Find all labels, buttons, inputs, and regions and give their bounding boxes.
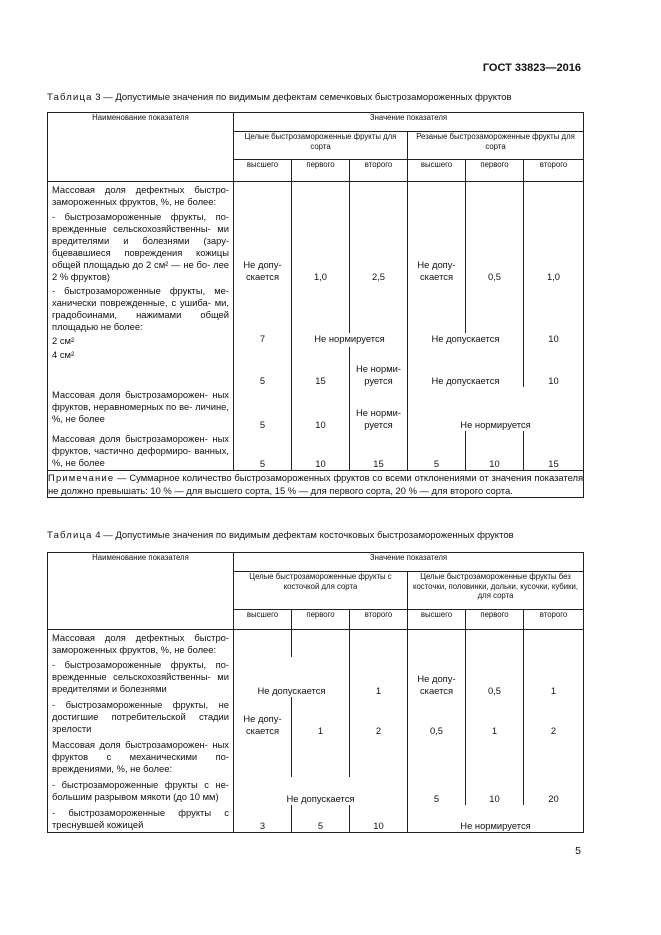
row-label: - быстрозамороженные фрукты, по- врежденные сельскохозяйственны- ми вредителями и болезнями (зару- бцевавшиеся повреждения кожицы общей площадью до 2 см² — не бо- лее 2 % фруктов) <box>48 209 234 283</box>
cell-value: 2 <box>524 697 584 737</box>
cell-value: 1 <box>292 697 350 737</box>
table-row <box>48 777 584 805</box>
cell-value: Не допу- скается <box>234 697 292 737</box>
table-row <box>48 805 584 833</box>
table-row <box>48 347 584 387</box>
row-label: 2 см² <box>48 333 234 347</box>
cell-value: Не допускается <box>234 777 408 805</box>
standard-number: ГОСТ 33823—2016 <box>482 62 581 74</box>
table-row <box>48 697 584 737</box>
cell-value: Не норми- руется <box>350 347 408 387</box>
table-row <box>48 333 584 347</box>
cell-value: 15 <box>524 431 584 471</box>
table3-caption-text: 3 — Допустимые значения по видимым дефектам семечковых быстрозамороженных фруктов <box>92 92 512 103</box>
table3-grade-header: второго <box>350 160 408 182</box>
note-text: — Суммарное количество быстрозамороженных фруктов со всеми отклонениями от значения показателя не должно превышать: 10 % — для высшего сорта, 15 % — для первого сорта, 20 % — для второго сорта. <box>48 472 584 496</box>
row-label: - быстрозамороженные фрукты, не достигшие потребительской стадии зрелости <box>48 697 234 737</box>
row-label: - быстрозамороженные фрукты с не- большим разрывом мякоти (до 10 мм) <box>48 777 234 805</box>
table3-indicator-header: Наименование показателя <box>48 113 234 182</box>
table4-group-whole: Целые быстрозамороженные фрукты с косточкой для сорта <box>234 572 408 610</box>
table3-group-cut: Резаные быстрозамороженные фрукты для сорта <box>408 132 584 160</box>
table4-value-header: Значение показателя <box>234 553 584 572</box>
cell-value: Не допускается <box>408 333 524 347</box>
cell-value: 1,0 <box>524 209 584 283</box>
cell-value: 0,5 <box>466 657 524 697</box>
table-row <box>48 431 584 471</box>
table3-grade-header: высшего <box>408 160 466 182</box>
cell-value: 7 <box>234 333 292 347</box>
table4-grade-header: второго <box>524 610 584 630</box>
table4-caption-word: Таблица <box>47 530 93 541</box>
row-label: Массовая доля дефектных быстро- замороженных фруктов, %, не более: <box>48 182 234 209</box>
row-label: Массовая доля дефектных быстро- замороженных фруктов, %, не более: <box>48 630 234 657</box>
table3-grade-header: первого <box>292 160 350 182</box>
table4 <box>47 552 584 833</box>
cell-value: 10 <box>524 333 584 347</box>
table4-grade-header: первого <box>292 610 350 630</box>
cell-value: 0,5 <box>466 209 524 283</box>
cell-value: 3 <box>234 805 292 833</box>
cell-value: Не допускается <box>408 347 524 387</box>
table3-note <box>48 471 584 498</box>
table-row <box>48 182 584 209</box>
cell-value: 1 <box>350 657 408 697</box>
cell-value: Не допускается <box>234 657 350 697</box>
table3-value-header: Значение показателя <box>234 113 584 132</box>
table-row <box>48 387 584 431</box>
table-row <box>48 630 584 657</box>
cell-value: 10 <box>292 387 350 431</box>
cell-value: 5 <box>408 431 466 471</box>
table4-caption-text: 4 — Допустимые значения по видимым дефектам косточковых быстрозамороженных фруктов <box>92 530 514 541</box>
row-label: Массовая доля быстрозаморожен- ных фруктов, неравномерных по ве- личине, %, не более <box>48 387 234 431</box>
table4-indicator-header: Наименование показателя <box>48 553 234 630</box>
cell-value: 10 <box>350 805 408 833</box>
cell-value: Не допу- скается <box>234 209 292 283</box>
cell-value: 5 <box>234 347 292 387</box>
cell-value: 10 <box>292 431 350 471</box>
cell-value: 5 <box>234 431 292 471</box>
cell-value: 10 <box>466 431 524 471</box>
row-label: - быстрозамороженные фрукты с треснувшей кожицей <box>48 805 234 833</box>
cell-value: 1,0 <box>292 209 350 283</box>
cell-value: Не допу- скается <box>408 657 466 697</box>
note-word: Примечание <box>48 472 115 483</box>
row-label: - быстрозамороженные фрукты, по- врежденные сельскохозяйственны- ми вредителями и болезнями <box>48 657 234 697</box>
cell-value: 10 <box>524 347 584 387</box>
table3-group-whole: Целые быстрозамороженные фрукты для сорта <box>234 132 408 160</box>
cell-value: 15 <box>350 431 408 471</box>
cell-value: 20 <box>524 777 584 805</box>
table4-grade-header: высшего <box>408 610 466 630</box>
table4-grade-header: второго <box>350 610 408 630</box>
row-label: 4 см² <box>48 347 234 387</box>
table-row <box>48 737 584 777</box>
cell-value: 2 <box>350 697 408 737</box>
table3-grade-header: первого <box>466 160 524 182</box>
table-row <box>48 209 584 283</box>
cell-value: 1 <box>466 697 524 737</box>
table3-caption-word: Таблица <box>47 92 93 103</box>
cell-value: Не норми- руется <box>350 387 408 431</box>
cell-value: 5 <box>234 387 292 431</box>
table3-caption <box>47 92 512 103</box>
cell-value: Не нормируется <box>408 387 584 431</box>
cell-value: 5 <box>292 805 350 833</box>
row-label: Массовая доля быстрозаморожен- ных фруктов, частично деформиро- ванных, %, не более <box>48 431 234 471</box>
table-row <box>48 283 584 333</box>
table4-grade-header: первого <box>466 610 524 630</box>
cell-value: 2,5 <box>350 209 408 283</box>
cell-value: 1 <box>524 657 584 697</box>
table4-caption <box>47 530 514 541</box>
row-label: - быстрозамороженные фрукты, ме- ханически поврежденные, с ушиба- ми, градобоинами, нажимами общей площадью не более: <box>48 283 234 333</box>
cell-value: 0,5 <box>408 697 466 737</box>
cell-value: Не нормируется <box>292 333 408 347</box>
row-label: Массовая доля быстрозаморожен- ных фруктов с механическими по- вреждениями, %, не более: <box>48 737 234 777</box>
cell-value: Не допу- скается <box>408 209 466 283</box>
table-row <box>48 657 584 697</box>
table4-group-pitted: Целые быстрозамороженные фрукты без косточки, половинки, дольки, кусочки, кубики, для сорта <box>408 572 584 610</box>
table3-grade-header: второго <box>524 160 584 182</box>
cell-value: 10 <box>466 777 524 805</box>
cell-value: 15 <box>292 347 350 387</box>
table4-grade-header: высшего <box>234 610 292 630</box>
table3-grade-header: высшего <box>234 160 292 182</box>
cell-value: Не нормируется <box>408 805 584 833</box>
cell-value: 5 <box>408 777 466 805</box>
table3 <box>47 112 584 498</box>
page-number: 5 <box>575 845 581 857</box>
